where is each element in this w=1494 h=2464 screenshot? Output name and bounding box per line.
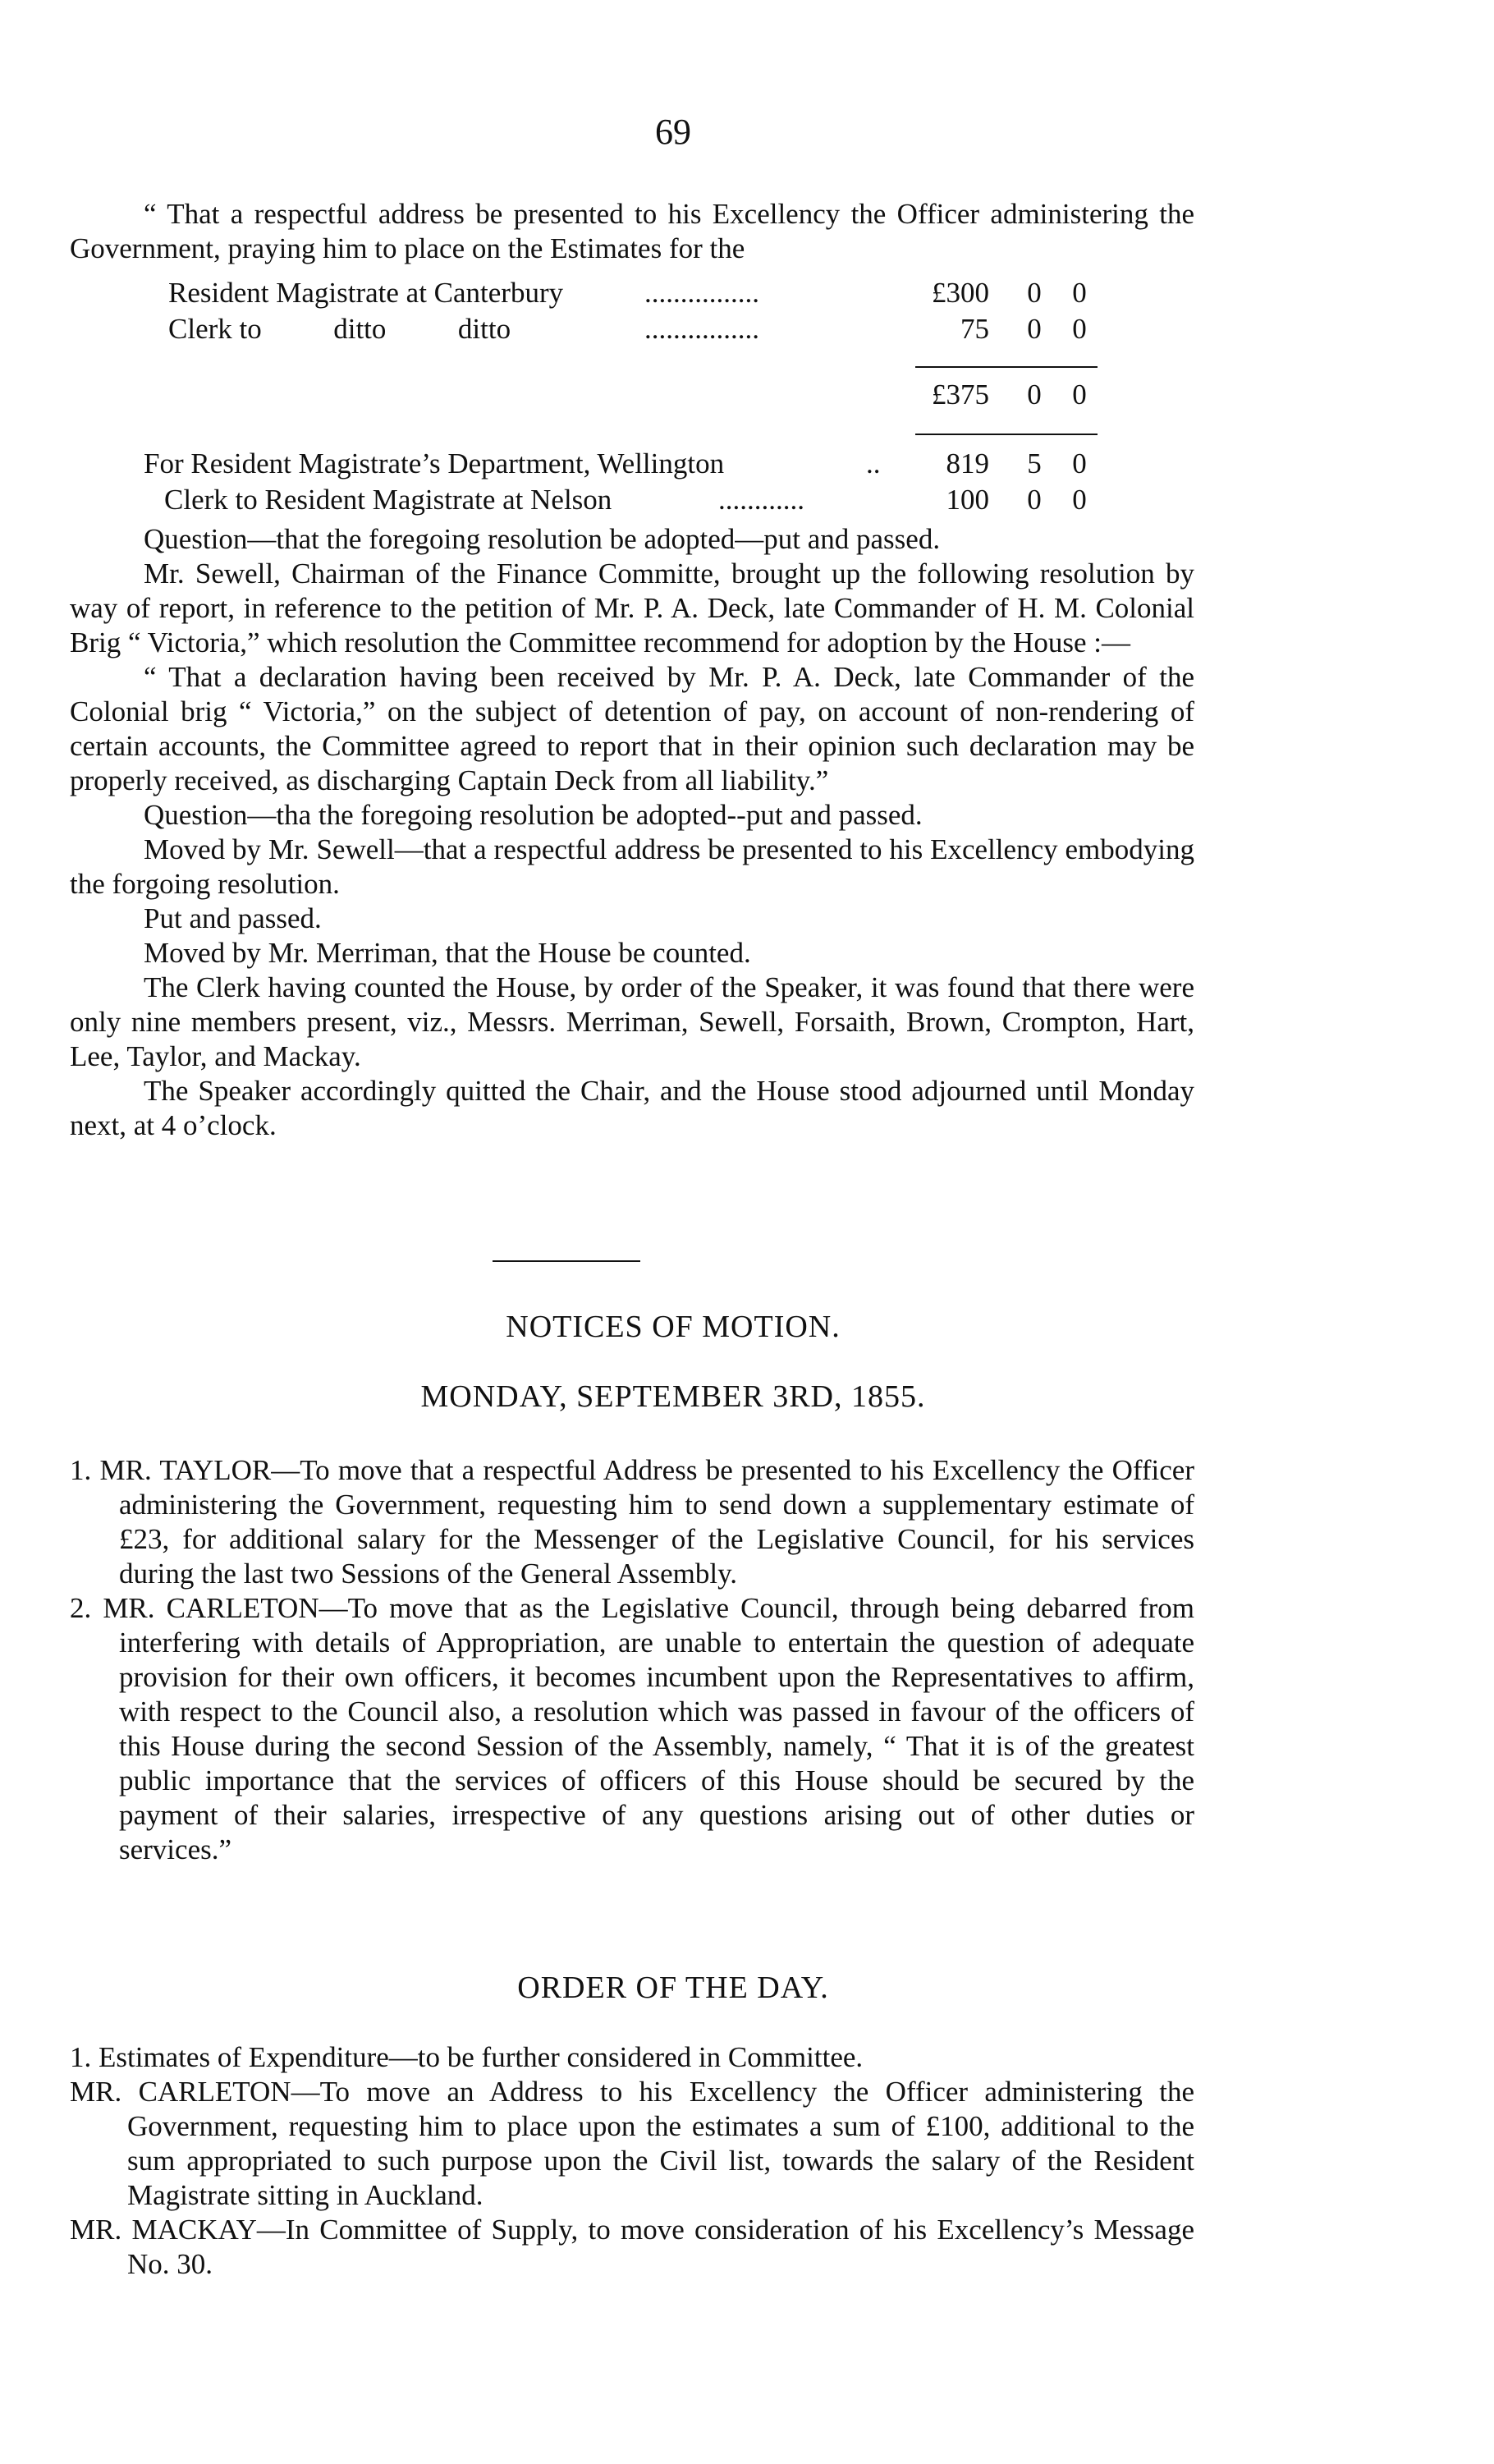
estimate-pence: 0	[1072, 447, 1087, 479]
total-rule	[915, 434, 1098, 435]
estimate-pence: 0	[1072, 277, 1087, 309]
resolution-text: “ That a respectful address be presented to his Excellency the Officer administering the Government, praying him to place on the Estimates for the	[70, 198, 1194, 264]
total-row	[70, 378, 1194, 414]
dot-leader: ..	[866, 447, 881, 479]
estimates-table-1	[70, 276, 1194, 350]
proceeding-paragraph: Mr. Sewell, Chairman of the Finance Committe, brought up the following resolution by way of report, in reference to the petition of Mr. P. A. Deck, late Commander of H. M. Colonial Brig “ Victoria,” which resolution the Committee recommend for adoption by the House :—	[70, 557, 1194, 658]
estimate-pounds: 100	[946, 484, 989, 516]
estimate-shillings: 0	[1027, 484, 1042, 516]
total-pence: 0	[1072, 379, 1087, 411]
estimate-row	[70, 483, 1194, 519]
estimate-pounds: £300	[932, 277, 989, 309]
notice-text: MR. CARLETON—To move that as the Legislative Council, through being debarred from interfering with details of Appropriation, are unable to entertain the question of adequate provision for their own officers, it becomes incumbent upon the Representatives to affirm, with respect to the Council also, a resolution which was passed in favour of the officers of this House during the second Session of the Assembly, namely, “ That it is of the greatest public importance that the services of officers of this House should be secured by the payment of their salaries, irrespective of any questions arising out of other duties or services.”	[103, 1592, 1194, 1865]
proceeding-paragraph: Question—that the foregoing resolution be adopted—put and passed.	[144, 523, 941, 555]
estimate-pounds: 75	[960, 313, 989, 345]
proceeding-paragraph: The Speaker accordingly quitted the Chair, and the House stood adjourned until Monday next, at 4 o’clock.	[70, 1075, 1194, 1141]
estimate-pence: 0	[1072, 313, 1087, 345]
estimate-shillings: 0	[1027, 313, 1042, 345]
notices-heading: NOTICES OF MOTION.	[506, 1310, 841, 1344]
notice-item	[70, 1591, 1194, 1867]
dot-leader: ............	[718, 484, 804, 516]
order-of-day-heading: ORDER OF THE DAY.	[517, 1971, 829, 2005]
notice-text: MR. TAYLOR—To move that a respectful Address be presented to his Excellency the Officer administering the Government, requesting him to send down a supplementary estimate of £23, for additional salary for the Messenger of the Legislative Council, for his services during the last two Sessions of the General Assembly.	[99, 1454, 1194, 1590]
proceeding-paragraph: The Clerk having counted the House, by order of the Speaker, it was found that there were only nine members present, viz., Messrs. Merriman, Sewell, Forsaith, Brown, Crompton, Hart, Lee, Taylor, and Mackay.	[70, 971, 1194, 1072]
dot-leader: ................	[644, 313, 759, 345]
notice-number: 1.	[70, 1454, 92, 1486]
proceeding-paragraph: Question—tha the foregoing resolution be adopted--put and passed.	[144, 799, 923, 831]
estimate-row	[70, 447, 1194, 483]
estimates-table-2	[70, 447, 1194, 519]
order-item: 1. Estimates of Expenditure—to be further considered in Committee.	[70, 2041, 864, 2073]
proceeding-paragraph: Put and passed.	[144, 902, 322, 934]
notices-date: MONDAY, SEPTEMBER 3RD, 1855.	[420, 1379, 926, 1414]
estimate-label: For Resident Magistrate’s Department, Wellington	[144, 447, 725, 479]
estimate-pounds: 819	[946, 447, 989, 479]
estimate-row	[70, 312, 1194, 348]
proceeding-paragraph: Moved by Mr. Sewell—that a respectful address be presented to his Excellency embodying the forgoing resolution.	[70, 833, 1194, 900]
notice-item	[70, 1453, 1194, 1591]
proceedings	[70, 522, 1194, 1143]
estimates-total-1	[70, 378, 1194, 414]
dot-leader: ................	[644, 277, 759, 309]
total-pounds: £375	[932, 379, 989, 411]
section-divider	[493, 1260, 640, 1262]
estimate-label: Resident Magistrate at Canterbury	[168, 277, 564, 309]
order-of-day-list	[70, 2040, 1194, 2282]
total-shillings: 0	[1027, 379, 1042, 411]
estimate-shillings: 5	[1027, 447, 1042, 479]
estimate-row	[70, 276, 1194, 312]
proceeding-paragraph: Moved by Mr. Merriman, that the House be counted.	[144, 937, 751, 969]
estimate-label: Clerk to ditto ditto	[168, 313, 511, 345]
order-item: MR. MACKAY—In Committee of Supply, to move consideration of his Excellency’s Message No. 30.	[70, 2214, 1194, 2280]
proceeding-paragraph: “ That a declaration having been received by Mr. P. A. Deck, late Commander of the Colonial brig “ Victoria,” on the subject of detention of pay, on account of non-rendering of certain accounts, the Committee agreed to report that in their opinion such declaration may be properly received, as discharging Captain Deck from all liability.”	[70, 661, 1194, 796]
opening-resolution	[70, 197, 1194, 266]
sum-rule	[915, 366, 1098, 368]
estimate-shillings: 0	[1027, 277, 1042, 309]
estimate-pence: 0	[1072, 484, 1087, 516]
notices-list	[70, 1453, 1194, 1867]
page-number: 69	[655, 112, 691, 152]
order-item: MR. CARLETON—To move an Address to his Excellency the Officer administering the Government, requesting him to place upon the estimates a sum of £100, additional to the sum appropriated to such purpose upon the Civil list, towards the salary of the Resident Magistrate sitting in Auckland.	[70, 2076, 1194, 2211]
notice-number: 2.	[70, 1592, 92, 1624]
estimate-label: Clerk to Resident Magistrate at Nelson	[164, 484, 612, 516]
